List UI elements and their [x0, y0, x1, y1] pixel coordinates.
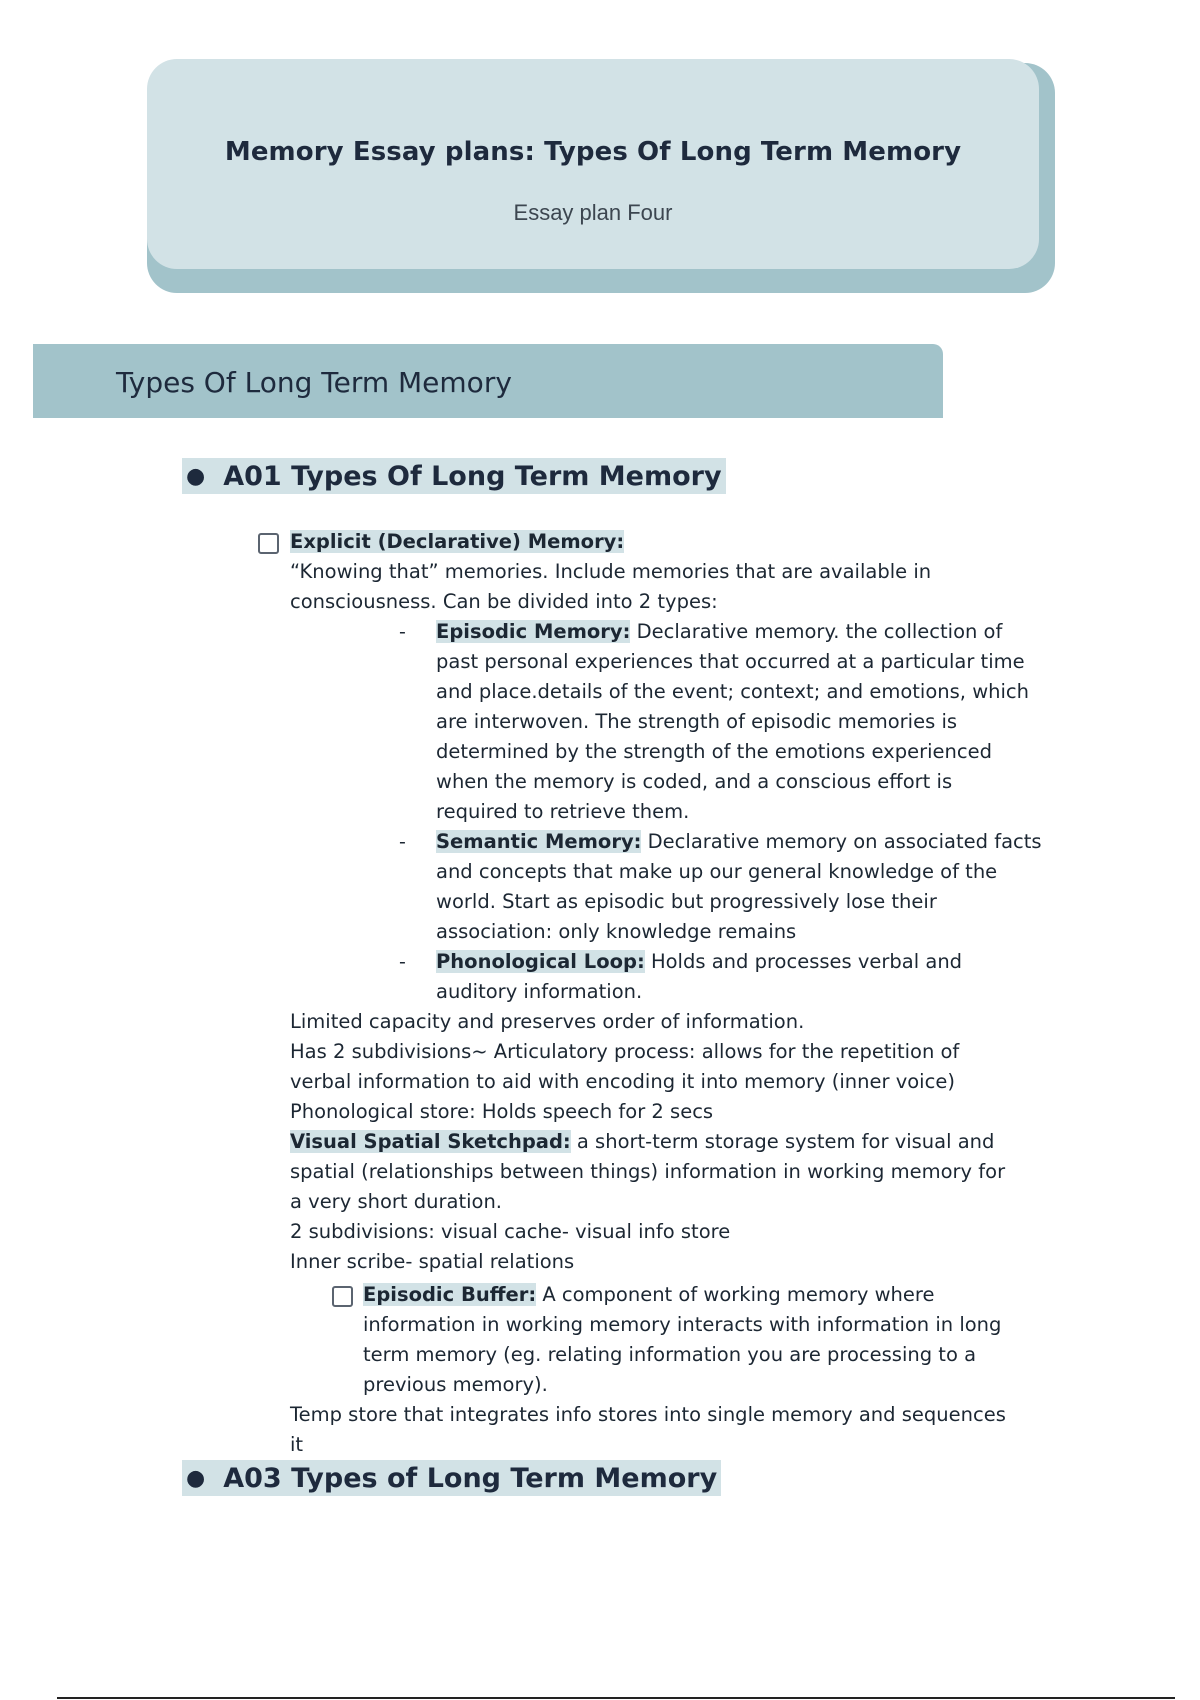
episodic-buffer-text: Temp store that integrates info stores into single memory and sequences — [290, 1403, 1006, 1426]
semantic-memory-label: Semantic Memory: — [436, 830, 642, 853]
body-text: verbal information to aid with encoding it into memory (inner voice) — [290, 1070, 955, 1093]
episodic-memory-text: required to retrieve them. — [436, 800, 690, 823]
body-text: Limited capacity and preserves order of information. — [290, 1010, 805, 1033]
visual-spatial-text: Inner scribe- spatial relations — [290, 1250, 575, 1273]
episodic-memory-label: Episodic Memory: — [436, 620, 631, 643]
episodic-buffer-text: information in working memory interacts with information in long — [363, 1313, 1002, 1336]
visual-spatial-text: spatial (relationships between things) information in working memory for — [290, 1160, 1006, 1183]
episodic-buffer-text: it — [290, 1433, 304, 1456]
phonological-loop-line — [436, 947, 962, 977]
bullet-icon: ● — [186, 463, 206, 489]
episodic-memory-text: Declarative memory. the collection of — [630, 620, 1003, 643]
document-subtitle: Essay plan Four — [513, 200, 673, 225]
semantic-memory-text: Declarative memory on associated facts — [641, 830, 1042, 853]
episodic-memory-text: determined by the strength of the emotions experienced — [436, 740, 992, 763]
phonological-loop-text: Holds and processes verbal and — [644, 950, 963, 973]
explicit-memory-label: Explicit (Declarative) Memory: — [290, 530, 625, 553]
a03-heading — [182, 1460, 721, 1496]
phonological-loop-label: Phonological Loop: — [436, 950, 645, 973]
episodic-buffer-label: Episodic Buffer: — [363, 1283, 537, 1306]
document-title: Memory Essay plans: Types Of Long Term Memory — [224, 137, 962, 167]
semantic-memory-text: association: only knowledge remains — [436, 920, 797, 943]
episodic-buffer-checkbox[interactable] — [332, 1286, 353, 1307]
episodic-buffer-text: term memory (eg. relating information you are processing to a — [363, 1343, 977, 1366]
visual-spatial-text: 2 subdivisions: visual cache- visual info store — [290, 1220, 731, 1243]
episodic-buffer-text: A component of working memory where — [536, 1283, 935, 1306]
visual-spatial-label: Visual Spatial Sketchpad: — [290, 1130, 571, 1153]
bullet-icon: ● — [186, 1465, 206, 1491]
episodic-memory-line — [436, 617, 1002, 647]
semantic-memory-line — [436, 827, 1042, 857]
explicit-memory-checkbox[interactable] — [258, 533, 279, 554]
episodic-memory-text: are interwoven. The strength of episodic memories is — [436, 710, 958, 733]
dash-bullet: - — [399, 621, 406, 643]
a03-heading-text: A03 Types of Long Term Memory — [223, 1462, 718, 1494]
section-title: Types Of Long Term Memory — [116, 366, 512, 399]
visual-spatial-line — [290, 1127, 994, 1157]
footer-rule — [57, 1697, 1175, 1699]
episodic-buffer-text: previous memory). — [363, 1373, 548, 1396]
body-text: Has 2 subdivisions~ Articulatory process: allows for the repetition of — [290, 1040, 960, 1063]
explicit-memory-text: “Knowing that” memories. Include memories that are available in — [290, 560, 932, 583]
visual-spatial-text: a very short duration. — [290, 1190, 503, 1213]
explicit-memory-text: consciousness. Can be divided into 2 types: — [290, 590, 718, 613]
a01-heading — [182, 458, 726, 494]
dash-bullet: - — [399, 831, 406, 853]
semantic-memory-text: world. Start as episodic but progressively lose their — [436, 890, 937, 913]
title-card — [147, 59, 1039, 269]
a01-heading-text: A01 Types Of Long Term Memory — [223, 460, 722, 492]
episodic-memory-text: when the memory is coded, and a conscious effort is — [436, 770, 953, 793]
episodic-memory-text: past personal experiences that occurred at a particular time — [436, 650, 1025, 673]
phonological-loop-text: auditory information. — [436, 980, 643, 1003]
dash-bullet: - — [399, 951, 406, 973]
episodic-memory-text: and place.details of the event; context; and emotions, which — [436, 680, 1029, 703]
visual-spatial-text: a short-term storage system for visual and — [570, 1130, 995, 1153]
episodic-buffer-line — [363, 1280, 935, 1310]
body-text: Phonological store: Holds speech for 2 secs — [290, 1100, 714, 1123]
explicit-memory-line — [290, 527, 624, 557]
semantic-memory-text: and concepts that make up our general knowledge of the — [436, 860, 998, 883]
section-banner — [33, 344, 943, 418]
